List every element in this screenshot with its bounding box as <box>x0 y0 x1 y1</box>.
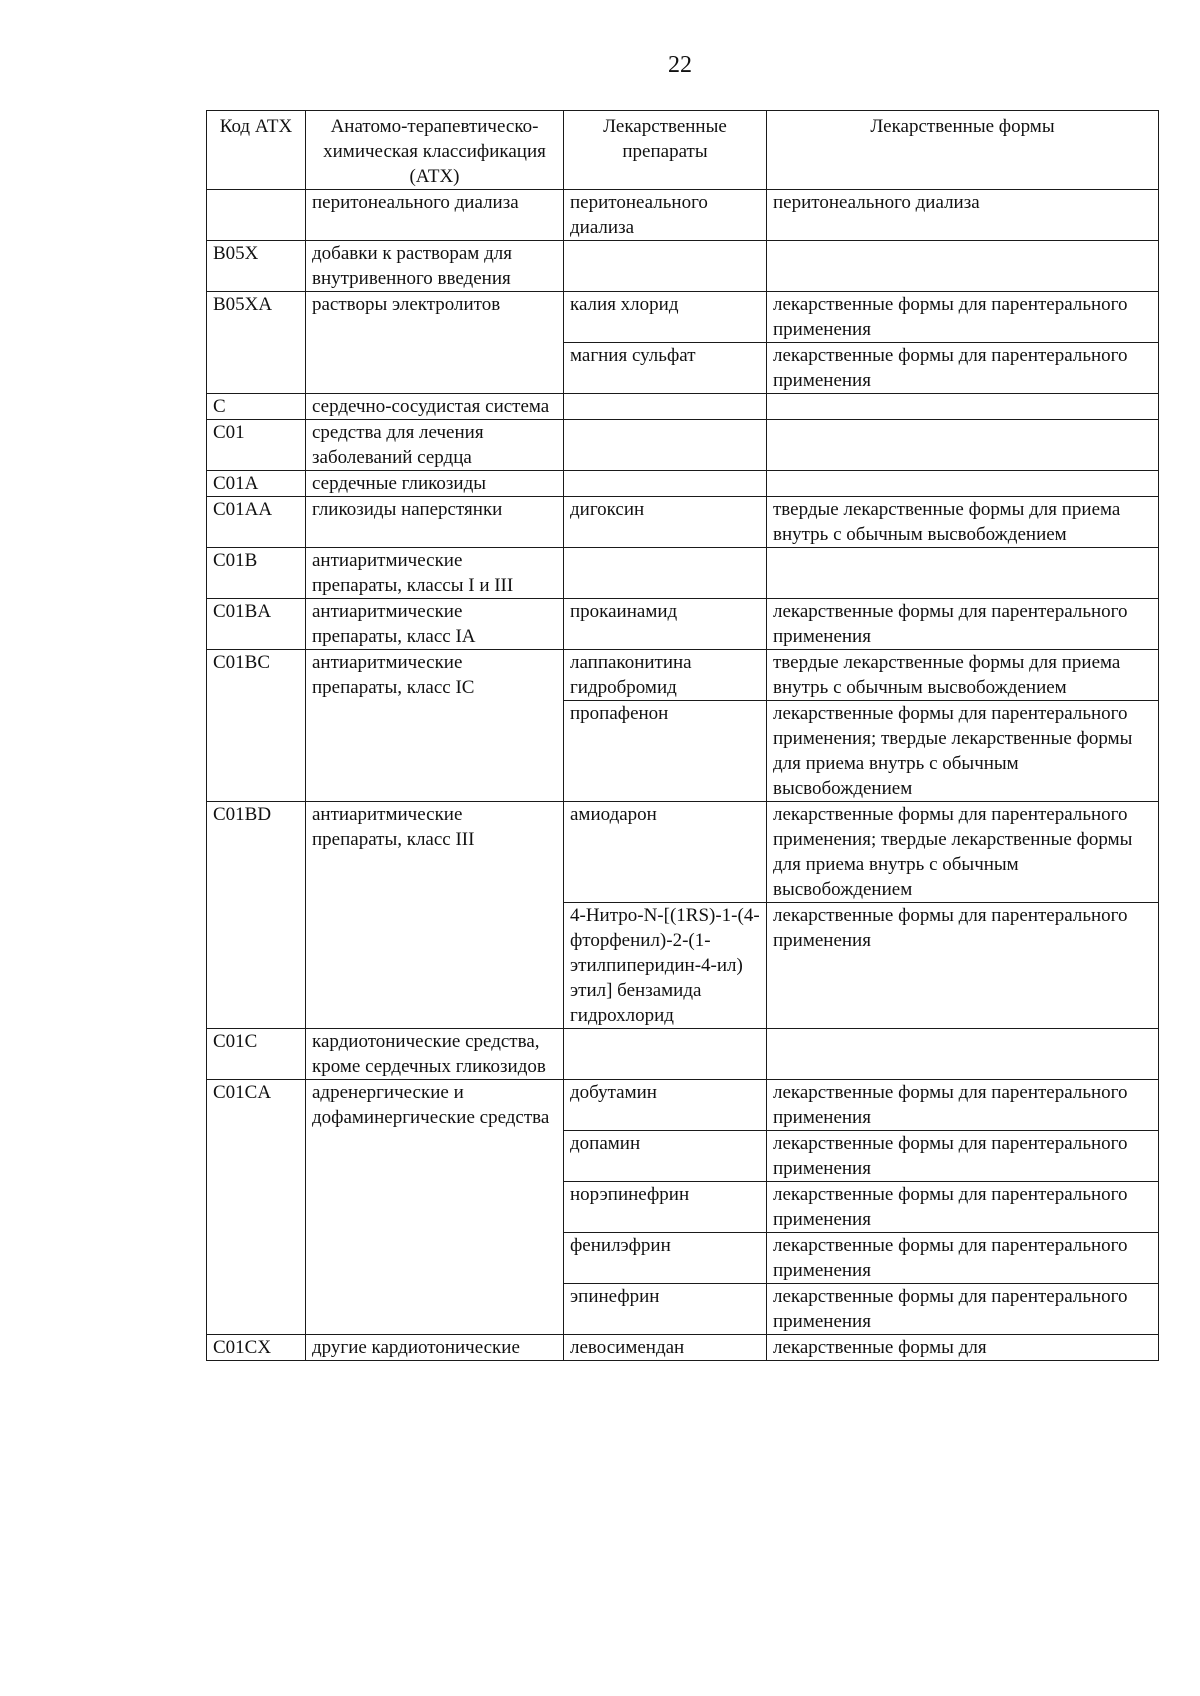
atx-classification-cell: сердечные гликозиды <box>306 471 564 497</box>
drug-cell <box>564 1029 767 1080</box>
drug-cell <box>564 394 767 420</box>
atx-code-cell: C01BA <box>207 599 306 650</box>
atx-table <box>206 110 1159 1361</box>
atx-code-cell <box>207 190 306 241</box>
dosage-form-cell: лекарственные формы для парентерального применения <box>767 1233 1159 1284</box>
atx-classification-cell: добавки к растворам для внутривенного введения <box>306 241 564 292</box>
drug-cell: дигоксин <box>564 497 767 548</box>
dosage-form-cell: лекарственные формы для парентерального применения <box>767 903 1159 1029</box>
atx-classification-cell: антиаритмические препараты, класс III <box>306 802 564 1029</box>
atx-classification-cell: перитонеального диализа <box>306 190 564 241</box>
dosage-form-cell: лекарственные формы для парентерального применения <box>767 599 1159 650</box>
atx-code-cell: C01CA <box>207 1080 306 1335</box>
dosage-form-cell: лекарственные формы для парентерального применения <box>767 1080 1159 1131</box>
dosage-form-cell <box>767 548 1159 599</box>
atx-classification-cell: сердечно-сосудистая система <box>306 394 564 420</box>
drug-cell <box>564 548 767 599</box>
atx-code-cell: C01A <box>207 471 306 497</box>
drug-cell: 4-Нитро-N-[(1RS)-1-(4-фторфенил)-2-(1-этилпиперидин-4-ил) этил] бензамида гидрохлорид <box>564 903 767 1029</box>
table-row <box>207 1080 1159 1131</box>
atx-code-cell: C01 <box>207 420 306 471</box>
atx-code-cell: B05X <box>207 241 306 292</box>
atx-classification-cell: антиаритмические препараты, класс IA <box>306 599 564 650</box>
dosage-form-cell <box>767 394 1159 420</box>
table-row <box>207 1029 1159 1080</box>
atx-code-cell: C01BD <box>207 802 306 1029</box>
table-row <box>207 394 1159 420</box>
drug-cell: лаппаконитина гидробромид <box>564 650 767 701</box>
atx-code-cell: C01AA <box>207 497 306 548</box>
dosage-form-cell: лекарственные формы для парентерального применения <box>767 1131 1159 1182</box>
header-row <box>207 111 1159 190</box>
atx-classification-cell: кардиотонические средства, кроме сердечных гликозидов <box>306 1029 564 1080</box>
table-row <box>207 420 1159 471</box>
dosage-form-cell: твердые лекарственные формы для приема внутрь с обычным высвобождением <box>767 497 1159 548</box>
atx-classification-cell: антиаритмические препараты, класс IC <box>306 650 564 802</box>
table-row <box>207 802 1159 903</box>
drug-cell: калия хлорид <box>564 292 767 343</box>
drug-cell: магния сульфат <box>564 343 767 394</box>
atx-classification-cell: другие кардиотонические <box>306 1335 564 1361</box>
table-row <box>207 190 1159 241</box>
dosage-form-cell <box>767 471 1159 497</box>
dosage-form-cell: твердые лекарственные формы для приема внутрь с обычным высвобождением <box>767 650 1159 701</box>
header-code: Код АТХ <box>207 111 306 190</box>
drug-cell: перитонеального диализа <box>564 190 767 241</box>
page-number: 22 <box>668 52 692 78</box>
atx-code-cell: B05XA <box>207 292 306 394</box>
drug-cell <box>564 241 767 292</box>
dosage-form-cell: лекарственные формы для парентерального применения <box>767 1182 1159 1233</box>
atx-code-cell: C01B <box>207 548 306 599</box>
atx-classification-cell: растворы электролитов <box>306 292 564 394</box>
atx-classification-cell: гликозиды наперстянки <box>306 497 564 548</box>
table-row <box>207 599 1159 650</box>
table-row <box>207 241 1159 292</box>
table-header <box>207 111 1159 190</box>
dosage-form-cell: лекарственные формы для парентерального применения <box>767 1284 1159 1335</box>
atx-classification-cell: антиаритмические препараты, классы I и III <box>306 548 564 599</box>
drug-cell: добутамин <box>564 1080 767 1131</box>
atx-code-cell: C01C <box>207 1029 306 1080</box>
header-drugs: Лекарственные препараты <box>564 111 767 190</box>
atx-classification-cell: средства для лечения заболеваний сердца <box>306 420 564 471</box>
drug-cell: пропафенон <box>564 701 767 802</box>
table-row <box>207 292 1159 343</box>
dosage-form-cell <box>767 241 1159 292</box>
drug-cell: амиодарон <box>564 802 767 903</box>
atx-code-cell: C <box>207 394 306 420</box>
drug-cell: эпинефрин <box>564 1284 767 1335</box>
table-row <box>207 1335 1159 1361</box>
dosage-form-cell: лекарственные формы для парентерального применения; твердые лекарственные формы для приема внутрь с обычным высвобождением <box>767 701 1159 802</box>
table-row <box>207 497 1159 548</box>
drug-cell: левосимендан <box>564 1335 767 1361</box>
table-row <box>207 471 1159 497</box>
header-forms: Лекарственные формы <box>767 111 1159 190</box>
dosage-form-cell: лекарственные формы для парентерального применения; твердые лекарственные формы для приема внутрь с обычным высвобождением <box>767 802 1159 903</box>
dosage-form-cell: лекарственные формы для <box>767 1335 1159 1361</box>
drug-cell: прокаинамид <box>564 599 767 650</box>
atx-code-cell: C01CX <box>207 1335 306 1361</box>
drug-cell: допамин <box>564 1131 767 1182</box>
atx-classification-cell: адренергические и дофаминергические средства <box>306 1080 564 1335</box>
table-row <box>207 548 1159 599</box>
dosage-form-cell: лекарственные формы для парентерального применения <box>767 343 1159 394</box>
drug-cell: фенилэфрин <box>564 1233 767 1284</box>
atx-code-cell: C01BC <box>207 650 306 802</box>
dosage-form-cell <box>767 1029 1159 1080</box>
dosage-form-cell: лекарственные формы для парентерального применения <box>767 292 1159 343</box>
drug-cell <box>564 471 767 497</box>
dosage-form-cell: перитонеального диализа <box>767 190 1159 241</box>
drug-cell: норэпинефрин <box>564 1182 767 1233</box>
dosage-form-cell <box>767 420 1159 471</box>
table-body <box>207 190 1159 1361</box>
drug-cell <box>564 420 767 471</box>
table-row <box>207 650 1159 701</box>
header-classification: Анатомо-терапевтическо-химическая классификация (АТХ) <box>306 111 564 190</box>
